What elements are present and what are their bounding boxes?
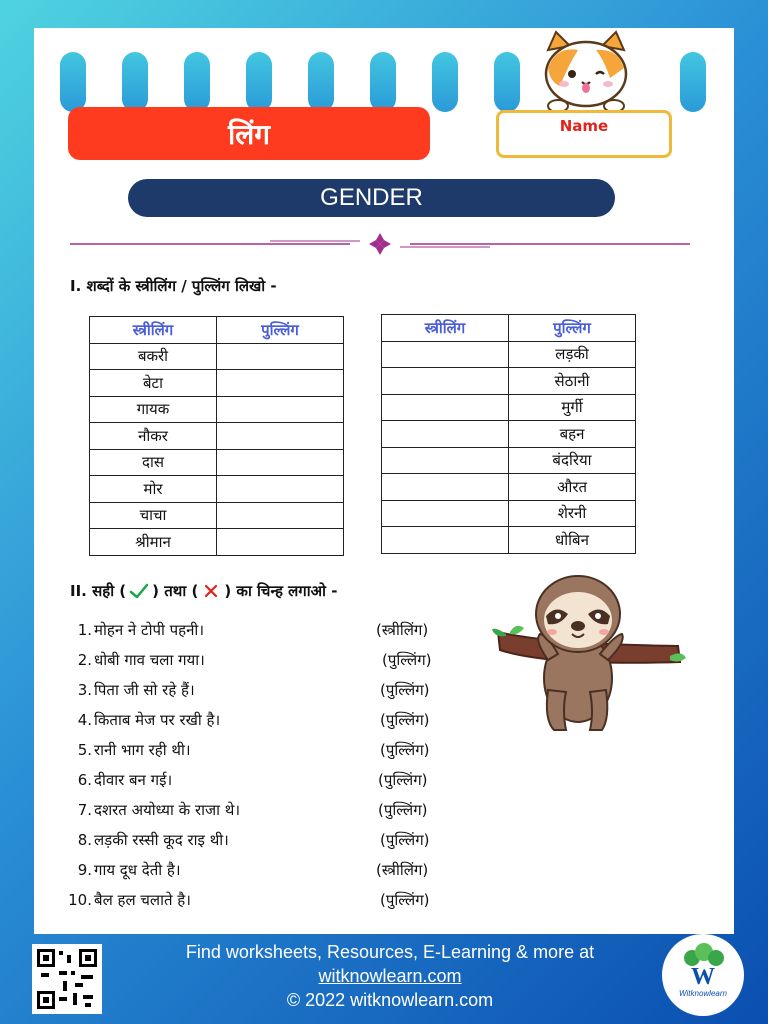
table-row — [90, 423, 344, 450]
item-number: 5. — [77, 741, 92, 759]
answer-cell[interactable] — [217, 502, 344, 529]
cross-mark-icon — [200, 582, 222, 600]
list-item — [66, 645, 466, 675]
name-field[interactable] — [496, 110, 672, 158]
table-cell: श्रीमान — [90, 529, 217, 556]
list-item — [66, 825, 466, 855]
cat-mascot-icon — [538, 30, 634, 114]
answer-cell[interactable] — [217, 396, 344, 423]
table-row — [90, 529, 344, 556]
answer-label[interactable]: (स्त्रीलिंग) — [376, 861, 429, 879]
binder-hole — [60, 52, 86, 112]
footer-copyright: © 2022 witknowlearn.com — [286, 990, 494, 1010]
item-number: 1. — [77, 621, 92, 639]
item-number: 6. — [77, 771, 92, 789]
table-row — [382, 527, 636, 554]
table-row — [382, 368, 636, 395]
section-2-heading — [70, 581, 337, 601]
ornament-divider — [70, 232, 690, 256]
table-cell: गायक — [90, 396, 217, 423]
svg-text:Witknowlearn: Witknowlearn — [679, 989, 727, 998]
sentence-text: गाय दूध देती है। — [94, 861, 181, 879]
answer-label[interactable]: (स्त्रीलिंग) — [376, 621, 429, 639]
sentence-text: मोहन ने टोपी पहनी। — [94, 621, 205, 639]
table-cell: मोर — [90, 476, 217, 503]
check-mark-icon — [128, 582, 150, 600]
sloth-illustration-icon — [488, 570, 688, 740]
answer-cell[interactable] — [217, 449, 344, 476]
table-cell: बेटा — [90, 370, 217, 397]
heading-prefix: II. सही ( — [70, 582, 127, 600]
table-row — [382, 447, 636, 474]
item-number: 4. — [77, 711, 92, 729]
answer-label[interactable]: (पुल्लिंग) — [380, 831, 430, 849]
witknowlearn-logo[interactable] — [662, 934, 744, 1016]
answer-cell[interactable] — [382, 447, 509, 474]
answer-cell[interactable] — [217, 370, 344, 397]
binder-hole — [184, 52, 210, 112]
footer — [120, 940, 660, 1012]
table-cell: शेरनी — [509, 500, 636, 527]
item-number: 10. — [68, 891, 92, 909]
sentence-text: धोबी गाव चला गया। — [94, 651, 205, 669]
table-header: स्त्रीलिंग — [382, 315, 509, 342]
section-1-heading: I. शब्दों के स्त्रीलिंग / पुल्लिंग लिखो - — [70, 277, 277, 295]
svg-text:W: W — [691, 964, 715, 990]
table-cell: चाचा — [90, 502, 217, 529]
table-row — [382, 394, 636, 421]
table-row — [90, 396, 344, 423]
answer-label[interactable]: (पुल्लिंग) — [378, 801, 428, 819]
answer-cell[interactable] — [382, 341, 509, 368]
binder-hole — [494, 52, 520, 112]
table-row — [90, 343, 344, 370]
table-row — [382, 341, 636, 368]
binder-hole — [308, 52, 334, 112]
footer-link[interactable]: witknowlearn.com — [318, 966, 462, 986]
list-item — [66, 705, 466, 735]
sentence-list — [66, 615, 466, 915]
table-header: स्त्रीलिंग — [90, 317, 217, 344]
table-cell: औरत — [509, 474, 636, 501]
heading-suffix: ) का चिन्ह लगाओ - — [224, 582, 338, 600]
list-item — [66, 885, 466, 915]
table-cell: नौकर — [90, 423, 217, 450]
answer-cell[interactable] — [382, 394, 509, 421]
answer-cell[interactable] — [217, 343, 344, 370]
answer-cell[interactable] — [382, 421, 509, 448]
left-gender-table — [89, 316, 344, 556]
table-cell: लड़की — [509, 341, 636, 368]
item-number: 8. — [77, 831, 92, 849]
table-header: पुल्लिंग — [217, 317, 344, 344]
right-gender-table — [381, 314, 636, 554]
binder-hole — [432, 52, 458, 112]
table-cell: बकरी — [90, 343, 217, 370]
sentence-text: बैल हल चलाते है। — [94, 891, 191, 909]
table-row — [382, 421, 636, 448]
subtitle-banner: GENDER — [128, 179, 615, 217]
answer-label[interactable]: (पुल्लिंग) — [378, 771, 428, 789]
binder-hole — [680, 52, 706, 112]
answer-cell[interactable] — [382, 527, 509, 554]
page-title: लिंग — [68, 107, 430, 160]
table-row — [90, 476, 344, 503]
table-cell: बहन — [509, 421, 636, 448]
footer-text: Find worksheets, Resources, E-Learning & more at — [185, 942, 595, 962]
list-item — [66, 735, 466, 765]
table-cell: मुर्गी — [509, 394, 636, 421]
answer-label[interactable]: (पुल्लिंग) — [380, 681, 430, 699]
answer-cell[interactable] — [382, 368, 509, 395]
answer-cell[interactable] — [217, 529, 344, 556]
sentence-text: पिता जी सो रहे हैं। — [94, 681, 195, 699]
table-row — [382, 500, 636, 527]
list-item — [66, 675, 466, 705]
answer-label[interactable]: (पुल्लिंग) — [380, 891, 430, 909]
name-label: Name — [559, 117, 609, 135]
answer-cell[interactable] — [217, 423, 344, 450]
sentence-text: लड़की रस्सी कूद राइ थी। — [94, 831, 229, 849]
answer-cell[interactable] — [382, 474, 509, 501]
item-number: 7. — [77, 801, 92, 819]
heading-middle: ) तथा ( — [152, 582, 199, 600]
list-item — [66, 795, 466, 825]
table-row — [90, 449, 344, 476]
table-cell: दास — [90, 449, 217, 476]
answer-cell[interactable] — [382, 500, 509, 527]
answer-label[interactable]: (पुल्लिंग) — [380, 711, 430, 729]
table-row — [382, 474, 636, 501]
binder-hole — [246, 52, 272, 112]
sentence-text: रानी भाग रही थी। — [94, 741, 191, 759]
table-cell: सेठानी — [509, 368, 636, 395]
qr-code-icon[interactable] — [32, 944, 102, 1014]
sentence-text: किताब मेज पर रखी है। — [94, 711, 221, 729]
sentence-text: दशरत अयोध्या के राजा थे। — [94, 801, 241, 819]
answer-label[interactable]: (पुल्लिंग) — [380, 741, 430, 759]
table-cell: बंदरिया — [509, 447, 636, 474]
table-row — [90, 502, 344, 529]
item-number: 2. — [77, 651, 92, 669]
table-row — [90, 370, 344, 397]
table-header: पुल्लिंग — [509, 315, 636, 342]
sentence-text: दीवार बन गई। — [94, 771, 173, 789]
binder-hole — [370, 52, 396, 112]
item-number: 9. — [77, 861, 92, 879]
list-item — [66, 765, 466, 795]
list-item — [66, 855, 466, 885]
table-cell: धोबिन — [509, 527, 636, 554]
answer-label[interactable]: (पुल्लिंग) — [382, 651, 432, 669]
item-number: 3. — [77, 681, 92, 699]
binder-hole — [122, 52, 148, 112]
list-item — [66, 615, 466, 645]
answer-cell[interactable] — [217, 476, 344, 503]
